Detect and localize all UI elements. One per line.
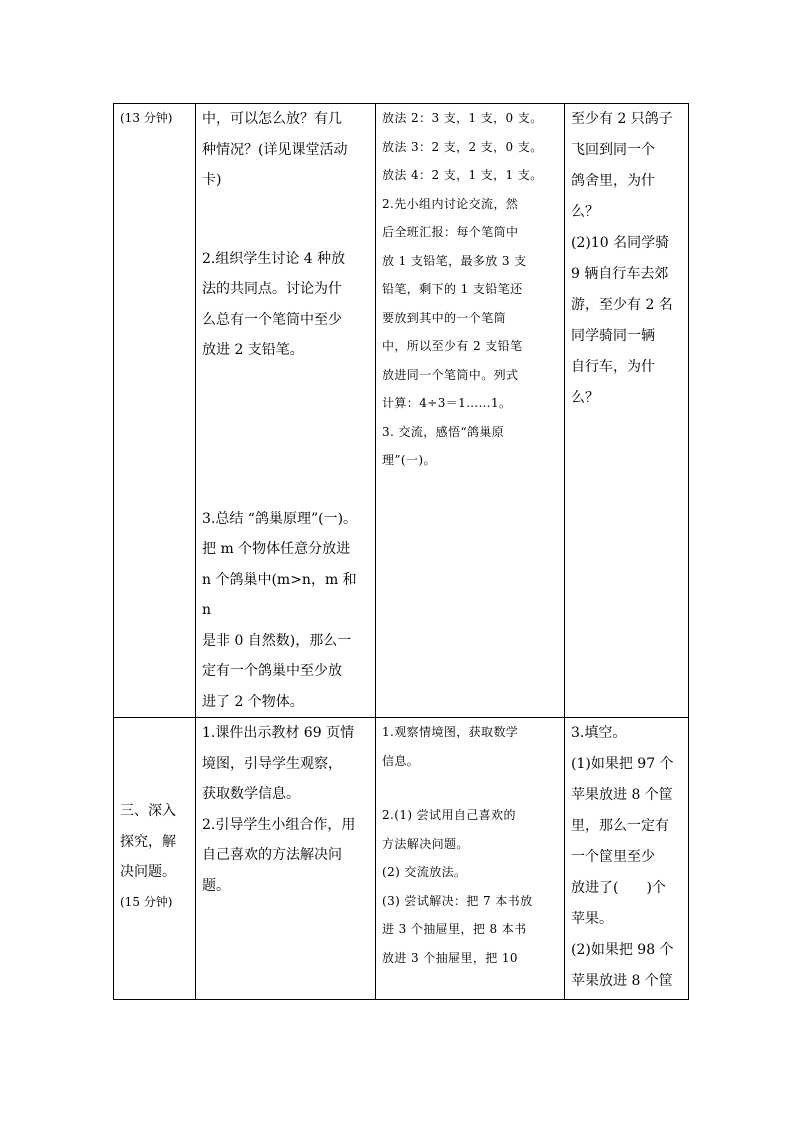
text-line: 苹果放进 8 个筐 xyxy=(571,787,673,803)
text-line: 信息。 xyxy=(382,753,420,768)
student-activity-cell xyxy=(376,718,565,1000)
text-line: 同学骑同一辆 xyxy=(571,328,655,344)
text-line: 3. 交流，感悟“鸽巢原 xyxy=(382,424,505,439)
text-line: 2.先小组内讨论交流，然 xyxy=(382,196,519,211)
text-line: 进了 2 个物体。 xyxy=(202,693,304,710)
text-line: 么？ xyxy=(571,204,599,220)
text-line: 放法 4：2 支，1 支，1 支。 xyxy=(382,168,543,182)
text-line: 计算：4÷3＝1……1。 xyxy=(382,396,512,410)
text-line: 定有一个鸽巢中至少放 xyxy=(202,663,342,679)
text-line: 放进 2 支铅笔。 xyxy=(202,342,304,358)
text-line: (3) 尝试解决：把 7 本书放 xyxy=(382,893,533,908)
text-line: 题。 xyxy=(202,877,230,894)
text-line: 么总有一个笔筒中至少 xyxy=(202,311,342,328)
text-line: 获取数学信息。 xyxy=(202,786,300,802)
stage-cell xyxy=(114,718,196,1000)
text-line: 么？ xyxy=(571,390,599,406)
text-line: 苹果。 xyxy=(571,911,613,927)
text-line: 种情况？(详见课堂活动 xyxy=(202,141,348,158)
text-line: 2.引导学生小组合作，用 xyxy=(202,816,356,833)
text-line: 放法 3：2 支，2 支，0 支。 xyxy=(382,139,543,154)
text-line: 理”(一)。 xyxy=(382,453,436,467)
text-line: 把 m 个物体任意分放进 xyxy=(202,541,351,557)
text-line: 中，可以怎么放？有几 xyxy=(202,111,342,127)
text-line: 方法解决问题。 xyxy=(382,836,469,851)
text-line: 后全班汇报：每个笔筒中 xyxy=(382,225,519,239)
text-line: 一个筐里至少 xyxy=(571,849,655,865)
text-line: 放 1 支铅笔，最多放 3 支 xyxy=(382,253,527,268)
text-line: 铅笔，剩下的 1 支铅笔还 xyxy=(382,282,523,296)
text-line: 法的共同点。讨论为什 xyxy=(202,281,342,297)
text-line: (2)10 名同学骑 xyxy=(571,235,670,251)
text-line: 9 辆自行车去郊 xyxy=(571,266,669,282)
text-line: n 个鸽巢中(m>n，m 和 n xyxy=(202,571,357,618)
text-line: 鸽舍里，为什 xyxy=(571,173,655,189)
text-line: 放进了( )个 xyxy=(571,880,666,896)
text-line: 1.观察情境图，获取数学 xyxy=(382,725,519,739)
text-line: 苹果放进 8 个筐 xyxy=(571,973,673,989)
text-line: 里，那么一定有 xyxy=(571,818,669,834)
student-activity-cell xyxy=(376,104,565,718)
practice-cell xyxy=(565,718,689,1000)
text-line: 飞回到同一个 xyxy=(571,142,655,158)
text-line: 游，至少有 2 名 xyxy=(571,297,673,313)
text-line: 是非 0 自然数)，那么一 xyxy=(202,632,352,649)
text-line: 进 3 个抽屉里，把 8 本书 xyxy=(382,922,527,936)
text-line: 2.(1) 尝试用自己喜欢的 xyxy=(382,808,516,822)
table-row xyxy=(114,104,689,718)
text-line: 境图，引导学生观察， xyxy=(202,755,342,772)
text-line: 放进同一个笔筒中。列式 xyxy=(382,367,519,382)
text-line: (1)如果把 97 个 xyxy=(571,756,674,772)
text-line: 3.总结 “鸽巢原理”(一)。 xyxy=(202,510,358,527)
text-line: 要放到其中的一个笔筒 xyxy=(382,310,507,325)
text-line: 放法 2：3 支，1 支，0 支。 xyxy=(382,111,543,125)
stage-title-line: 三、深入 xyxy=(120,803,176,819)
duration-label: (13 分钟) xyxy=(120,111,173,125)
text-line: 卡) xyxy=(202,172,222,188)
teacher-activity-cell xyxy=(196,104,376,718)
practice-cell xyxy=(565,104,689,718)
text-line: 2.组织学生讨论 4 种放 xyxy=(202,250,346,267)
table-row xyxy=(114,718,689,1000)
text-line: 1.课件出示教材 69 页情 xyxy=(202,725,355,741)
stage-title-line: 决问题。 xyxy=(120,864,176,880)
time-cell xyxy=(114,104,196,718)
text-line: (2) 交流放法。 xyxy=(382,865,467,879)
text-line: 至少有 2 只鸽子 xyxy=(571,111,673,127)
text-line: 中，所以至少有 2 支铅笔 xyxy=(382,339,523,353)
text-line: (2)如果把 98 个 xyxy=(571,942,674,958)
text-line: 3.填空。 xyxy=(571,725,627,741)
stage-title-line: 探究，解 xyxy=(120,833,176,850)
text-line: 自行车，为什 xyxy=(571,359,655,375)
lesson-plan-table xyxy=(113,103,689,1000)
text-line: 自己喜欢的方法解决问 xyxy=(202,847,342,863)
text-line: 放进 3 个抽屉里，把 10 xyxy=(382,950,518,965)
duration-label: (15 分钟) xyxy=(120,894,173,909)
teacher-activity-cell xyxy=(196,718,376,1000)
